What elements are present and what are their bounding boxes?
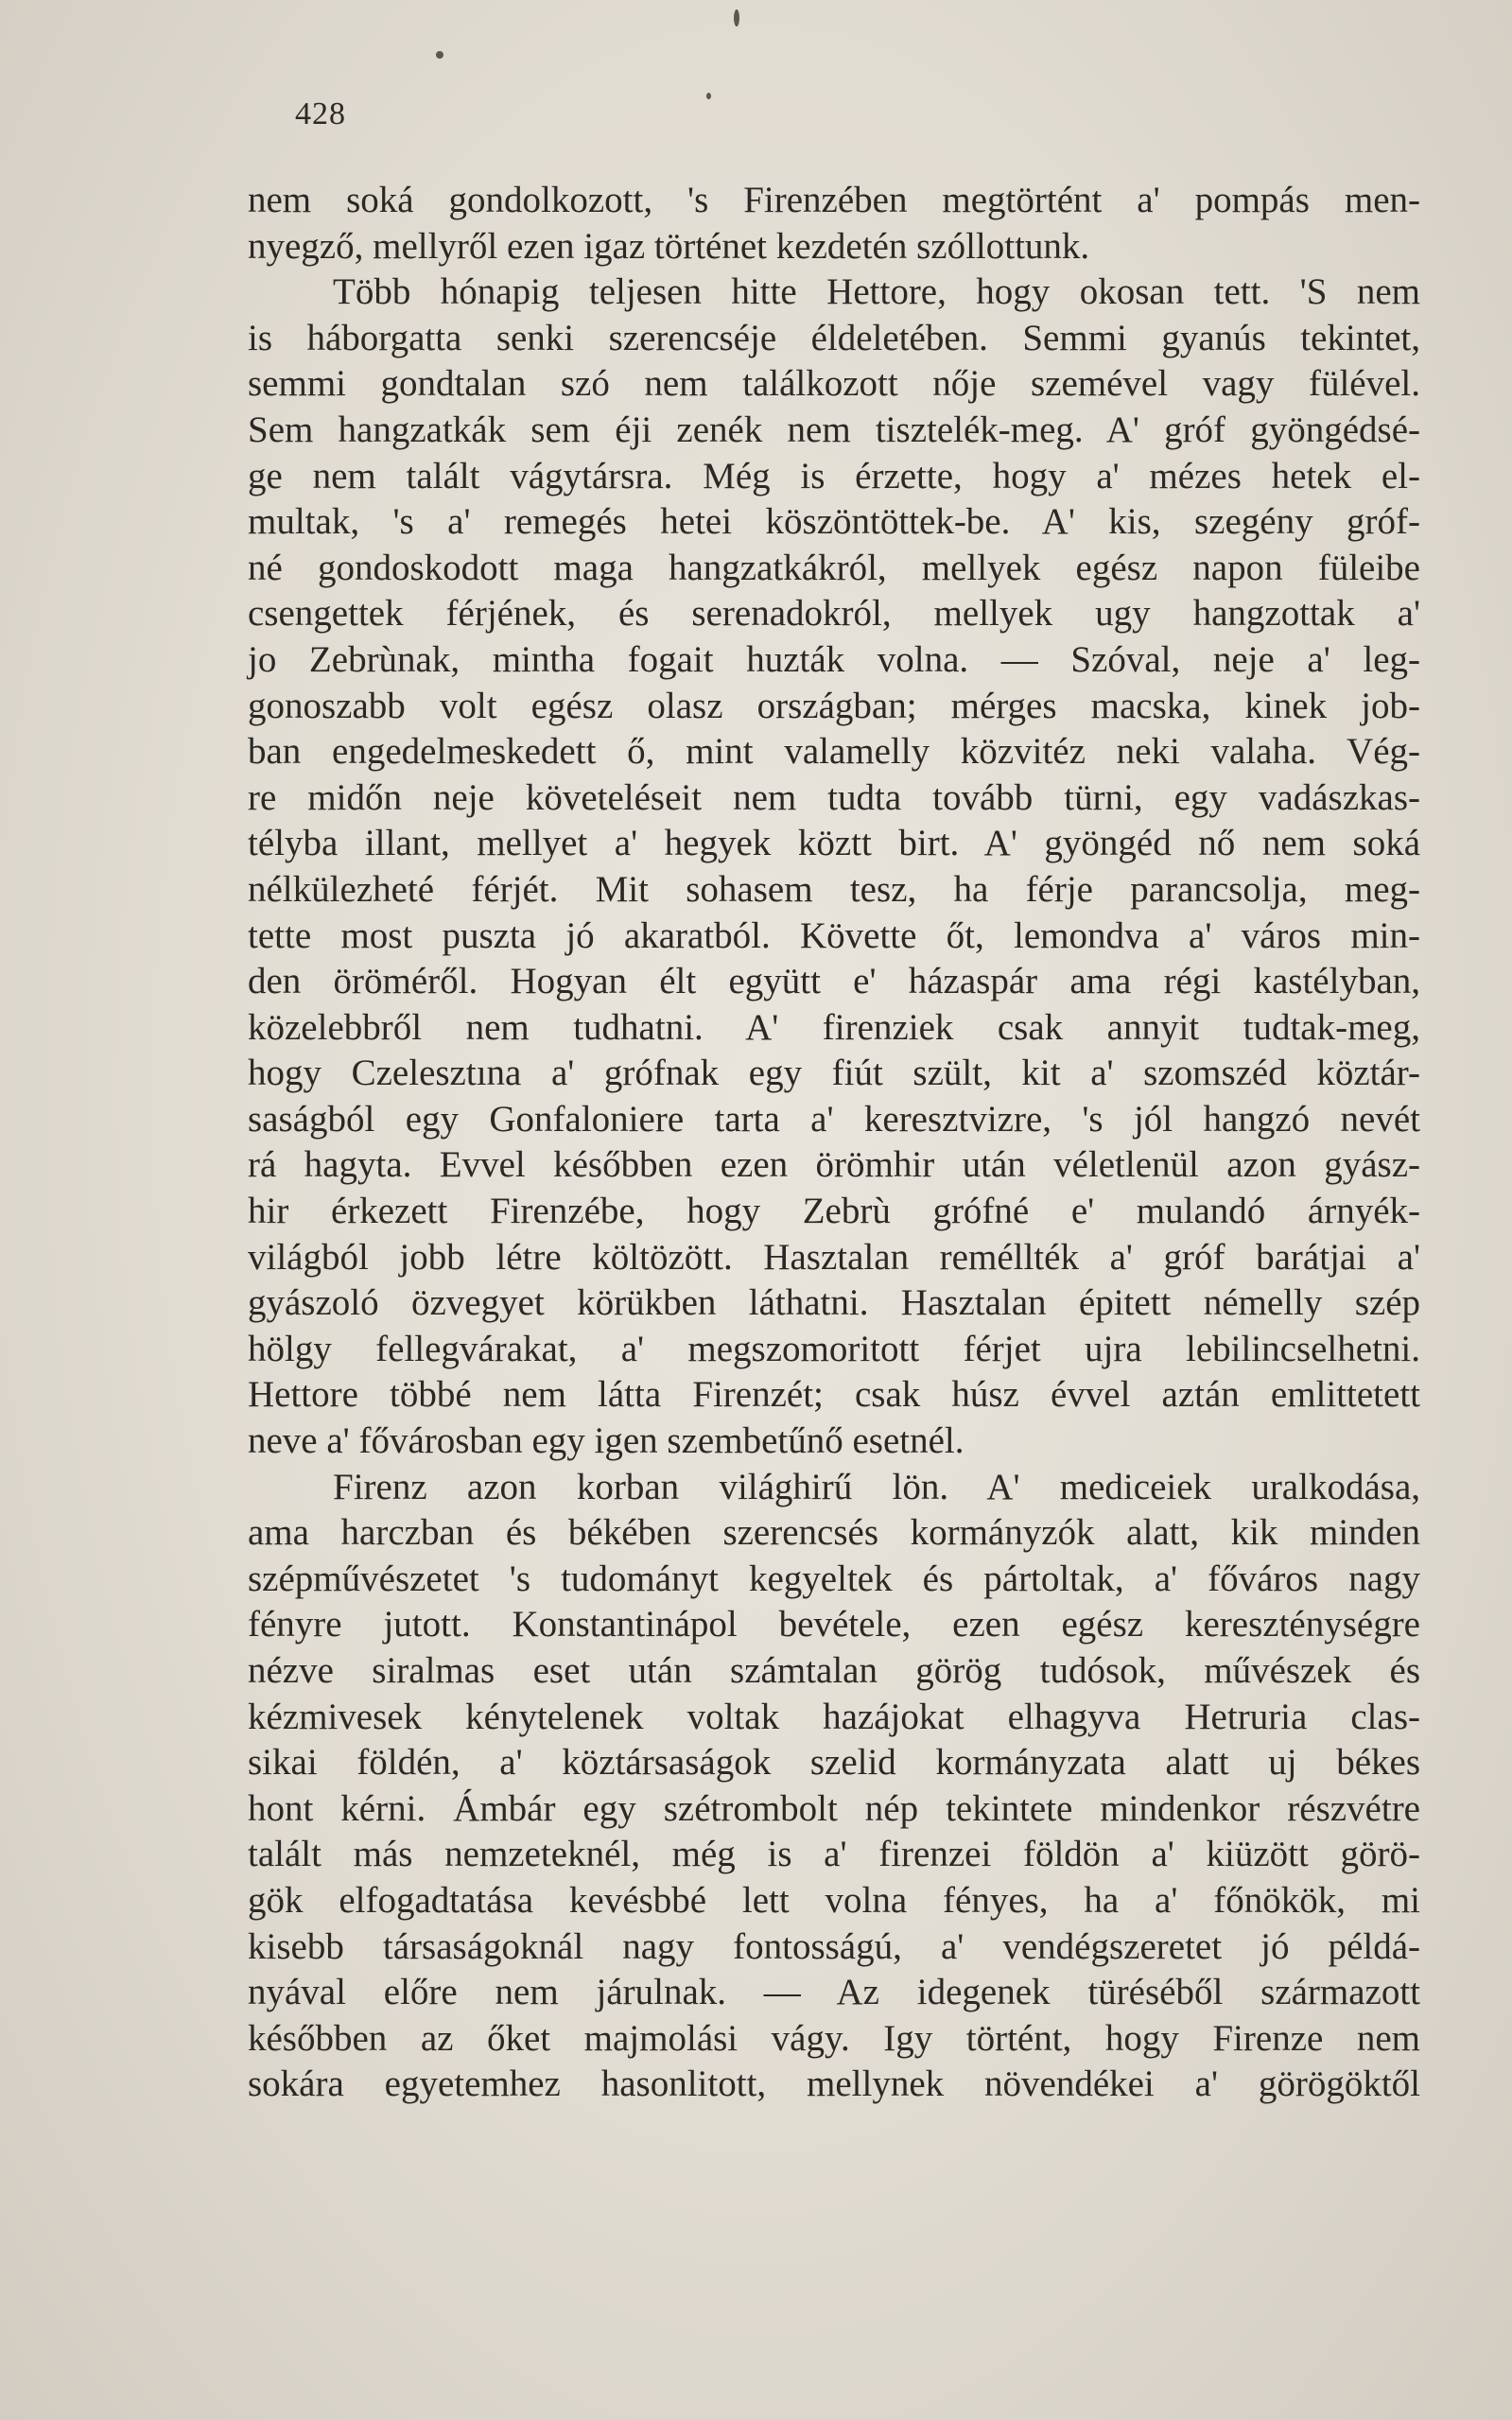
text-line: hir érkezett Firenzébe, hogy Zebrù grófné e' mulandó árnyék- [248, 1191, 1420, 1232]
text-line: multak, 's a' remegés hetei köszöntöttek-be. A' kis, szegény gróf- [248, 501, 1420, 543]
text-line: ban engedelmeskedett ő, mint valamelly közvitéz neki valaha. Vég- [248, 731, 1420, 773]
text-line: kisebb társaságoknál nagy fontosságú, a' vendégszeretet jó példá- [248, 1925, 1420, 1967]
text-line: sokára egyetemhez hasonlitott, mellynek növendékei a' görögöktől [248, 2063, 1420, 2105]
text-line: saságból egy Gonfaloniere tarta a' keresztvizre, 's jól hangzó nevét [248, 1098, 1420, 1140]
text-line: későbben az őket majmolási vágy. Igy történt, hogy Firenze nem [248, 2017, 1420, 2059]
page-number: 428 [295, 96, 346, 131]
text-line: hont kérni. Ámbár egy szétrombolt nép tekintete mindenkor részvétre [248, 1787, 1420, 1829]
text-line: rá hagyta. Evvel későbben ezen örömhir után véletlenül azon gyász- [248, 1144, 1420, 1186]
text-line: ge nem talált vágytársra. Még is érzette, hogy a' mézes hetek el- [248, 455, 1420, 496]
text-line: hogy Czelesztına a' grófnak egy fiút szült, kit a' szomszéd köztár- [248, 1053, 1420, 1094]
text-line: gyászoló özvegyet körükben láthatni. Hasztalan épitett némelly szép [248, 1282, 1420, 1324]
text-line: sikai földén, a' köztársaságok szelid kormányzata alatt uj békes [248, 1742, 1420, 1784]
text-line: né gondoskodott maga hangzatkákról, mellyek egész napon füleibe [248, 547, 1420, 588]
text-line: télyba illant, mellyet a' hegyek köztt birt. A' gyöngéd nő nem soká [248, 823, 1420, 864]
text-line: jo Zebrùnak, mintha fogait huzták volna. — Szóval, neje a' leg- [248, 638, 1420, 680]
text-line: nélkülezheté férjét. Mit sohasem tesz, ha férje parancsolja, meg- [248, 868, 1420, 910]
text-line: is háborgatta senki szerencséje éldeletében. Semmi gyanús tekintet, [248, 317, 1420, 358]
text-line: neve a' fővárosban egy igen szembetűnő esetnél. [248, 1420, 965, 1462]
text-line: re midőn neje követeléseit nem tudta tovább türni, egy vadászkas- [248, 776, 1420, 818]
body-text [248, 178, 1420, 2108]
ink-speck [706, 93, 711, 99]
text-line: den öröméről. Hogyan élt együtt e' házaspár ama régi kastélyban, [248, 961, 1420, 1002]
text-line: közelebbről nem tudhatni. A' firenziek csak annyit tudtak-meg, [248, 1006, 1420, 1048]
text-line: kézmivesek kénytelenek voltak hazájokat elhagyva Hetruria clas- [248, 1696, 1420, 1737]
ink-speck [734, 9, 739, 26]
text-line: szépművészetet 's tudományt kegyeltek és pártoltak, a' főváros nagy [248, 1558, 1420, 1599]
text-line: Sem hangzatkák sem éji zenék nem tisztelék-meg. A' gróf gyöngédsé- [248, 409, 1420, 450]
text-line: hölgy fellegvárakat, a' megszomoritott férjet ujra lebilincselhetni. [248, 1328, 1420, 1369]
text-line: semmi gondtalan szó nem találkozott nője szemével vagy fülével. [248, 363, 1420, 405]
text-line: csengettek férjének, és serenadokról, mellyek ugy hangzottak a' [248, 593, 1420, 635]
text-line: ama harczban és békében szerencsés kormányzók alatt, kik minden [248, 1512, 1420, 1554]
text-line: tette most puszta jó akaratból. Követte őt, lemondva a' város min- [248, 914, 1420, 956]
text-line: világból jobb létre költözött. Hasztalan reméllték a' gróf barátjai a' [248, 1236, 1420, 1278]
text-line: nem soká gondolkozott, 's Firenzében megtörtént a' pompás men- [248, 180, 1420, 220]
text-line: Firenz azon korban világhirű lön. A' mediceiek uralkodása, [333, 1466, 1420, 1507]
text-line: nyával előre nem járulnak. — Az idegenek türéséből származott [248, 1972, 1420, 2013]
text-line: gonoszabb volt egész olasz országban; mérges macska, kinek job- [248, 685, 1420, 726]
text-line: fényre jutott. Konstantinápol bevétele, ezen egész kereszténységre [248, 1604, 1420, 1645]
text-line: nyegző, mellyről ezen igaz történet kezdetén szóllottunk. [248, 225, 1090, 267]
text-line: Hettore többé nem látta Firenzét; csak húsz évvel aztán emlittetett [248, 1374, 1420, 1416]
ink-speck [436, 51, 443, 59]
text-line: Több hónapig teljesen hitte Hettore, hogy okosan tett. 'S nem [333, 271, 1420, 313]
text-line: talált más nemzeteknél, még is a' firenzei földön a' kiüzött görö- [248, 1834, 1420, 1875]
text-line: gök elfogadtatása kevésbbé lett volna fényes, ha a' főnökök, mi [248, 1879, 1420, 1921]
text-line: nézve siralmas eset után számtalan görög tudósok, művészek és [248, 1650, 1420, 1691]
